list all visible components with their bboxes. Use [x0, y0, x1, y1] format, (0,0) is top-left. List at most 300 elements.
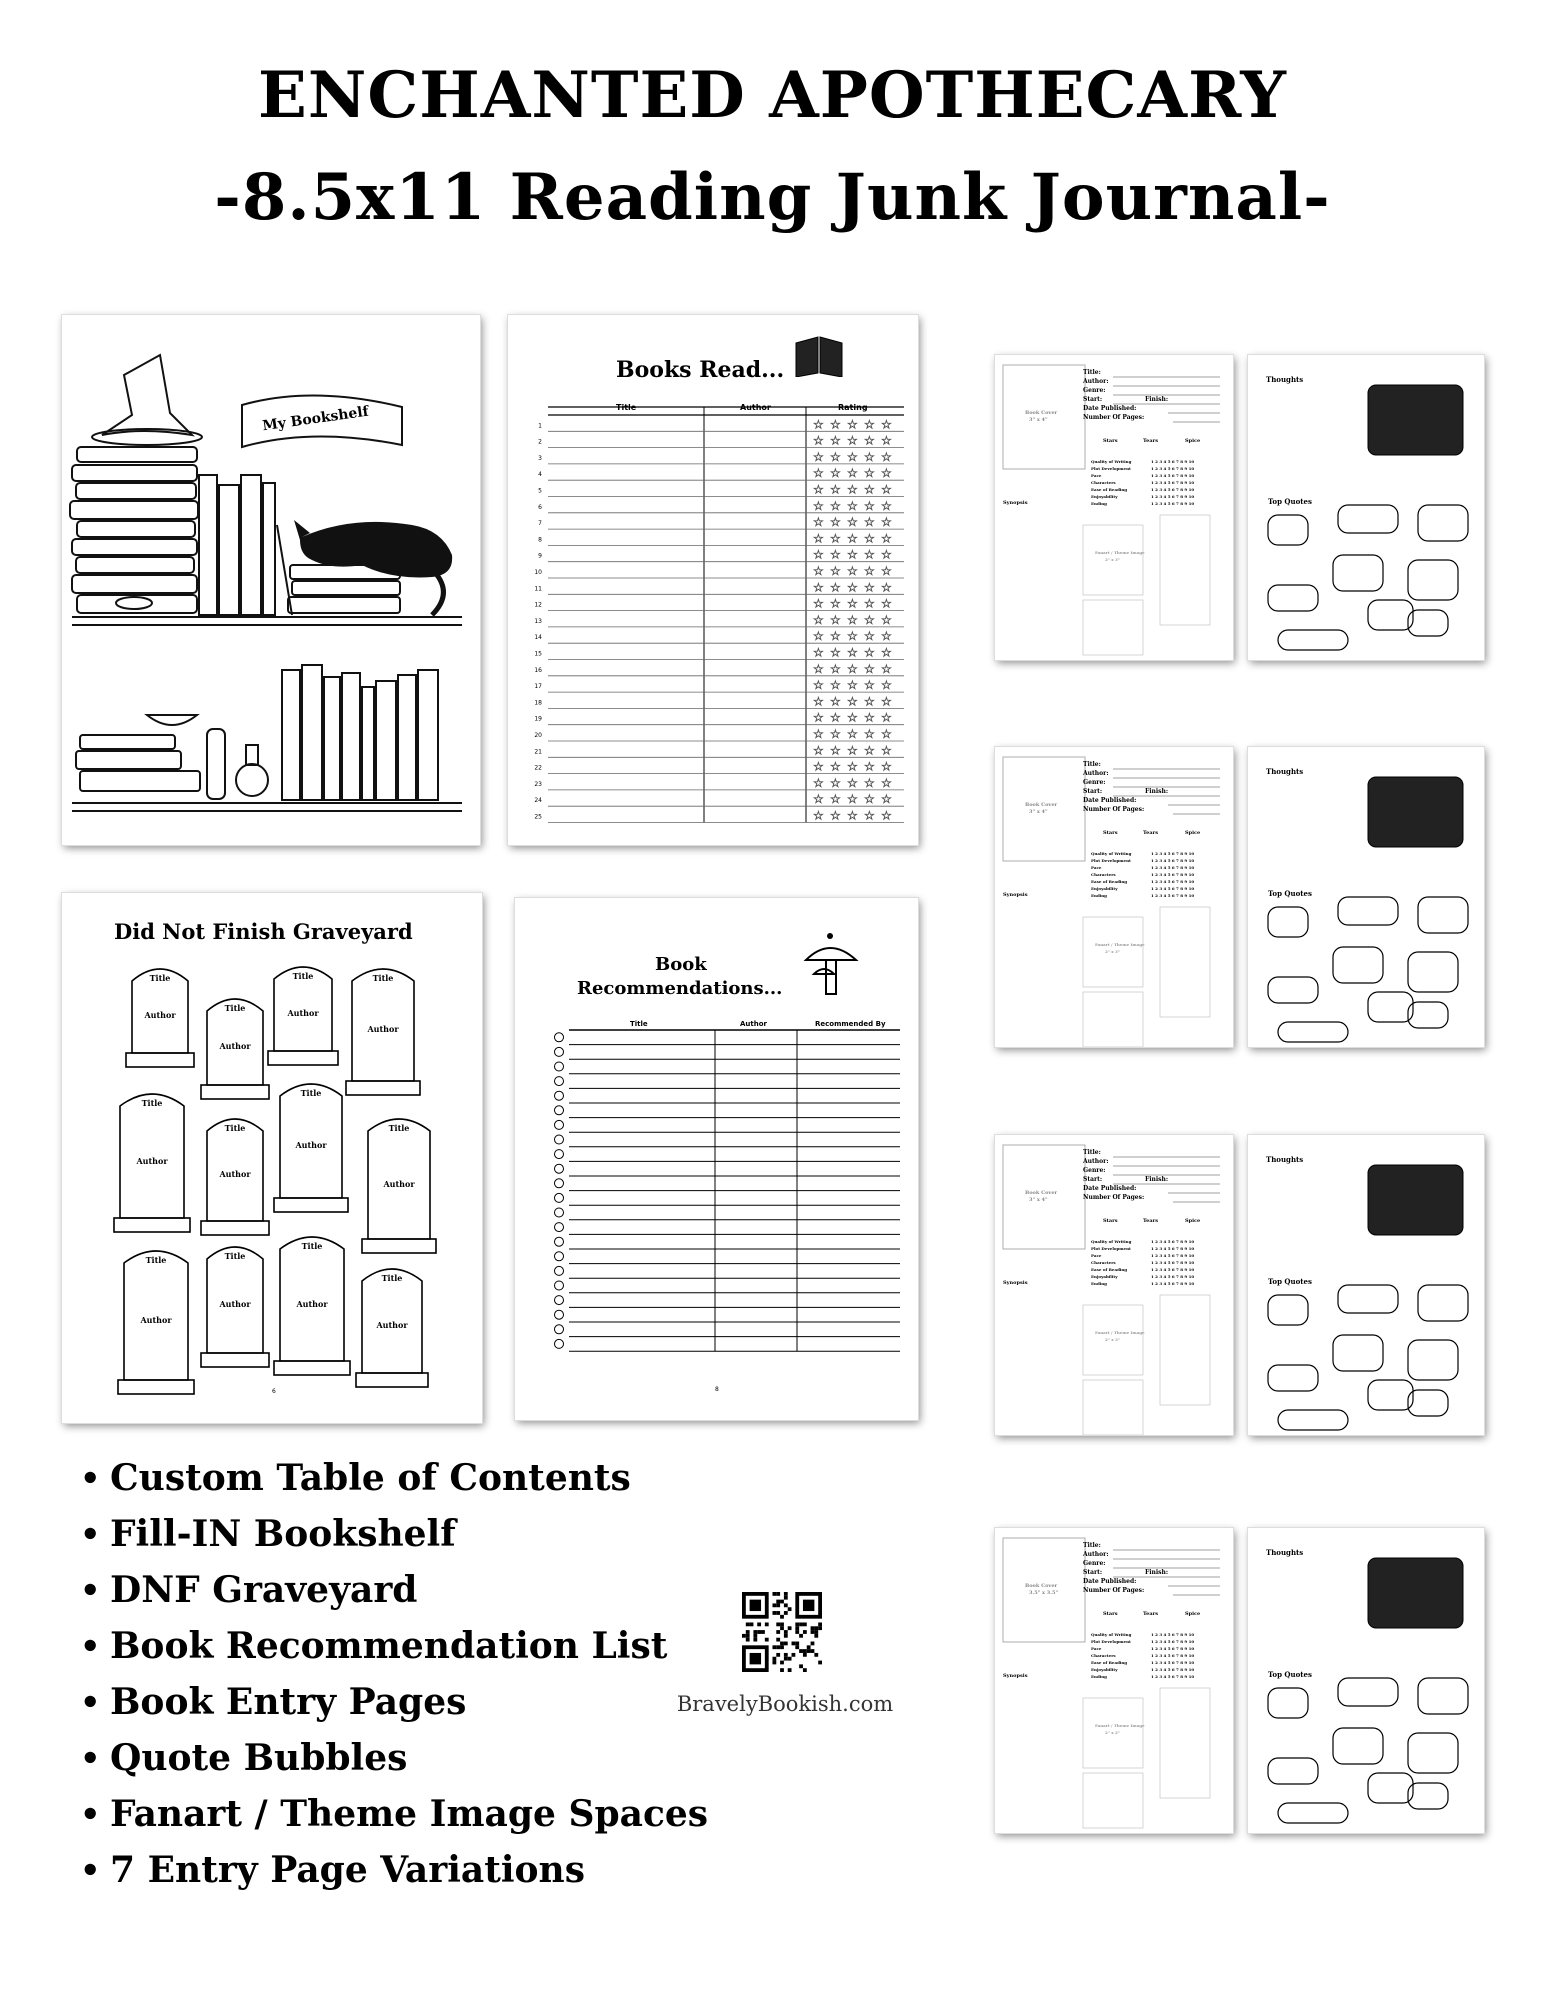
rec-page-number: 8: [715, 1386, 719, 1393]
grave-author-label: Author: [287, 1007, 319, 1018]
books-read-row-number: 23: [534, 780, 542, 788]
quality-scale: 1 2 3 4 5 6 7 8 9 10: [1151, 886, 1195, 891]
quality-scale: 1 2 3 4 5 6 7 8 9 10: [1151, 487, 1195, 492]
rating-star-icon: ☆: [881, 727, 892, 741]
recommendations-table: [515, 898, 918, 1420]
books-read-row-number: 6: [538, 503, 542, 511]
rating-star-icon: ☆: [813, 645, 824, 660]
rating-star-icon: ☆: [864, 466, 875, 481]
rec-checkbox: [555, 1120, 564, 1129]
image-space-label: Fanart / Theme Image: [1095, 1330, 1145, 1335]
books-read-row-number: 12: [534, 601, 542, 609]
rating-star-icon: ☆: [830, 661, 841, 676]
rec-checkbox: [555, 1179, 564, 1188]
rating-star-icon: ☆: [881, 792, 892, 807]
quote-bubble: [1333, 555, 1383, 591]
books-read-row-number: 24: [534, 797, 542, 805]
quality-scale: 1 2 3 4 5 6 7 8 9 10: [1151, 1267, 1195, 1272]
quote-bubble: [1268, 1365, 1318, 1391]
rec-checkbox: [555, 1135, 564, 1144]
rating-star-icon: ☆: [847, 759, 858, 774]
rating-star-icon: ☆: [847, 564, 858, 578]
books-read-row-number: 1: [538, 422, 542, 430]
entry-field-label: Start:: [1083, 396, 1103, 403]
grave-title-label: Title: [300, 1088, 322, 1098]
quality-scale: 1 2 3 4 5 6 7 8 9 10: [1151, 1281, 1195, 1286]
quality-label: Characters: [1091, 872, 1116, 877]
rec-checkbox: [555, 1223, 564, 1232]
rating-star-icon: ☆: [847, 710, 858, 725]
rating-star-icon: ☆: [864, 547, 875, 562]
thoughts-page-preview: [1248, 747, 1484, 1047]
rating-star-icon: ☆: [864, 759, 875, 774]
quote-bubble: [1268, 907, 1308, 937]
books-read-row-number: 3: [538, 454, 542, 462]
synopsis-label: Synopsis: [1003, 500, 1028, 506]
dnf-title: Did Not Finish Graveyard: [114, 919, 413, 944]
books-read-row-number: 8: [538, 536, 542, 544]
rating-star-icon: ☆: [864, 775, 875, 790]
rating-star-icon: ☆: [864, 645, 875, 660]
entry-field-label: Start:: [1083, 1569, 1103, 1576]
rating-star-icon: ☆: [847, 727, 858, 741]
rec-col-author: Author: [740, 1020, 767, 1028]
rating-star-icon: ☆: [830, 482, 841, 497]
quality-label: Plot Development: [1091, 466, 1131, 471]
image-space-label: Fanart / Theme Image: [1095, 550, 1145, 555]
image-space-size: 2" x 3": [1105, 949, 1120, 954]
books-read-row-number: 20: [534, 732, 542, 739]
book-cover-label: Book Cover: [1025, 410, 1058, 416]
entry-field-label: Genre:: [1083, 1167, 1106, 1174]
rating-star-icon: ☆: [847, 775, 858, 790]
dnf-page-number: 6: [272, 1388, 276, 1395]
rating-star-icon: ☆: [830, 727, 841, 741]
rating-star-icon: ☆: [830, 743, 841, 758]
image-space-label: Fanart / Theme Image: [1095, 942, 1145, 947]
quality-label: Ending: [1091, 501, 1107, 506]
rating-star-icon: ☆: [813, 727, 824, 741]
quality-label: Enjoyability: [1091, 1274, 1118, 1279]
rating-star-icon: ☆: [881, 759, 892, 774]
quote-bubble: [1408, 1783, 1448, 1809]
rating-star-icon: ☆: [881, 515, 892, 530]
rating-star-icon: ☆: [881, 612, 892, 627]
grave-title-label: Title: [372, 973, 394, 983]
entry-field-label: Genre:: [1083, 779, 1106, 786]
grave-author-label: Author: [295, 1140, 327, 1151]
entry-finish-label: Finish:: [1145, 1176, 1169, 1183]
books-read-row-number: 13: [534, 617, 542, 625]
rec-checkbox: [555, 1164, 564, 1173]
thoughts-label: Thoughts: [1266, 767, 1304, 776]
quality-label: Ending: [1091, 893, 1107, 898]
entry-field-label: Date Published:: [1083, 405, 1137, 412]
thoughts-label: Thoughts: [1266, 1155, 1304, 1164]
quote-bubble: [1333, 947, 1383, 983]
quote-bubble: [1408, 560, 1458, 600]
rating-star-icon: ☆: [830, 694, 841, 709]
rating-star-icon: ☆: [830, 515, 841, 530]
rating-star-icon: ☆: [847, 596, 858, 611]
stars-label: Stars: [1103, 830, 1118, 836]
books-read-row-number: 17: [534, 683, 542, 691]
quality-scale: 1 2 3 4 5 6 7 8 9 10: [1151, 1253, 1195, 1258]
quality-scale: 1 2 3 4 5 6 7 8 9 10: [1151, 1239, 1195, 1244]
quality-label: Characters: [1091, 480, 1116, 485]
rating-star-icon: ☆: [847, 629, 858, 644]
books-read-row-number: 14: [534, 634, 542, 642]
book-cover-label: Book Cover: [1025, 802, 1058, 808]
rec-checkbox: [555, 1296, 564, 1305]
rating-star-icon: ☆: [864, 596, 875, 611]
rec-checkbox: [555, 1193, 564, 1202]
features-list: [80, 1450, 708, 1898]
rating-star-icon: ☆: [813, 433, 824, 448]
quote-bubble: [1368, 600, 1413, 630]
feature-item: • Custom Table of Contents: [80, 1450, 708, 1506]
rating-star-icon: ☆: [847, 743, 858, 758]
entry-page-preview: [995, 1135, 1233, 1435]
rating-star-icon: ☆: [847, 678, 858, 693]
spice-label: Spice: [1185, 438, 1201, 444]
rating-star-icon: ☆: [847, 498, 858, 513]
bookshelf-banner: My Bookshelf: [261, 403, 370, 435]
quote-bubble: [1368, 1773, 1413, 1803]
rating-star-icon: ☆: [813, 743, 824, 758]
rating-star-icon: ☆: [813, 449, 824, 464]
rating-star-icon: ☆: [830, 547, 841, 562]
rating-star-icon: ☆: [830, 596, 841, 611]
books-read-col-author: Author: [740, 403, 771, 412]
quote-bubble: [1368, 1380, 1413, 1410]
books-read-row-number: 21: [534, 748, 542, 756]
rating-star-icon: ☆: [847, 433, 858, 448]
books-read-table: [508, 315, 918, 845]
rec-checkbox: [555, 1339, 564, 1348]
rating-star-icon: ☆: [864, 580, 875, 595]
quality-scale: 1 2 3 4 5 6 7 8 9 10: [1151, 1674, 1195, 1679]
rating-star-icon: ☆: [864, 433, 875, 448]
feature-item: • Fill-IN Bookshelf: [80, 1506, 708, 1562]
quality-scale: 1 2 3 4 5 6 7 8 9 10: [1151, 1260, 1195, 1265]
rating-star-icon: ☆: [830, 629, 841, 644]
rating-star-icon: ☆: [830, 710, 841, 725]
entry-field-label: Number Of Pages:: [1083, 414, 1145, 421]
rec-checkbox: [555, 1325, 564, 1334]
rec-checkbox: [555, 1266, 564, 1275]
rating-star-icon: ☆: [864, 498, 875, 513]
tears-label: Tears: [1143, 1611, 1159, 1617]
quality-label: Enjoyability: [1091, 1667, 1118, 1672]
entry-field-label: Title:: [1083, 761, 1101, 768]
rating-star-icon: ☆: [881, 531, 892, 546]
feature-item: • 7 Entry Page Variations: [80, 1842, 708, 1898]
rating-star-icon: ☆: [813, 678, 824, 693]
entry-page-preview: [995, 747, 1233, 1047]
rating-star-icon: ☆: [813, 808, 824, 823]
grave-author-label: Author: [144, 1009, 176, 1020]
quote-bubble: [1338, 897, 1398, 925]
quote-bubble: [1278, 630, 1348, 650]
rec-checkbox: [555, 1106, 564, 1115]
rec-checkbox: [555, 1310, 564, 1319]
rating-star-icon: ☆: [847, 515, 858, 530]
grave-author-label: Author: [140, 1315, 172, 1326]
rating-star-icon: ☆: [881, 498, 892, 513]
quality-scale: 1 2 3 4 5 6 7 8 9 10: [1151, 473, 1195, 478]
book-cover-label: Book Cover: [1025, 1190, 1058, 1196]
rating-star-icon: ☆: [847, 612, 858, 627]
rating-star-icon: ☆: [813, 710, 824, 725]
quality-scale: 1 2 3 4 5 6 7 8 9 10: [1151, 858, 1195, 863]
quote-bubble: [1418, 1678, 1468, 1714]
tears-label: Tears: [1143, 438, 1159, 444]
entry-finish-label: Finish:: [1145, 788, 1169, 795]
quality-label: Quality of Writing: [1091, 459, 1132, 464]
quality-label: Pace: [1091, 865, 1102, 870]
grave-author-label: Author: [219, 1169, 251, 1180]
quote-bubble: [1278, 1803, 1348, 1823]
entry-field-label: Number Of Pages:: [1083, 1587, 1145, 1594]
quality-scale: 1 2 3 4 5 6 7 8 9 10: [1151, 865, 1195, 870]
quote-bubble: [1338, 1678, 1398, 1706]
grave-title-label: Title: [224, 1251, 246, 1261]
quality-label: Ending: [1091, 1281, 1107, 1286]
rating-star-icon: ☆: [864, 482, 875, 497]
rating-star-icon: ☆: [847, 531, 858, 546]
books-read-row-number: 2: [538, 438, 542, 446]
rating-star-icon: ☆: [847, 645, 858, 660]
rating-star-icon: ☆: [864, 629, 875, 644]
quality-scale: 1 2 3 4 5 6 7 8 9 10: [1151, 1653, 1195, 1658]
quote-bubble: [1418, 505, 1468, 541]
quality-label: Quality of Writing: [1091, 851, 1132, 856]
quality-scale: 1 2 3 4 5 6 7 8 9 10: [1151, 1639, 1195, 1644]
rating-star-icon: ☆: [881, 678, 892, 693]
grave-title-label: Title: [145, 1255, 167, 1265]
rating-star-icon: ☆: [830, 808, 841, 823]
entry-field-label: Genre:: [1083, 387, 1106, 394]
stars-label: Stars: [1103, 1218, 1118, 1224]
stars-label: Stars: [1103, 438, 1118, 444]
rating-star-icon: ☆: [881, 775, 892, 790]
book-cover-size: 3" x 4": [1029, 1197, 1048, 1203]
quality-scale: 1 2 3 4 5 6 7 8 9 10: [1151, 480, 1195, 485]
quote-bubble: [1408, 610, 1448, 636]
quote-bubble: [1268, 1688, 1308, 1718]
rating-star-icon: ☆: [830, 645, 841, 660]
rec-checkbox: [555, 1150, 564, 1159]
qr-code-icon: [742, 1592, 822, 1672]
rating-star-icon: ☆: [881, 466, 892, 481]
rec-checkbox: [555, 1077, 564, 1086]
entry-field-label: Start:: [1083, 788, 1103, 795]
rating-star-icon: ☆: [847, 547, 858, 562]
books-read-row-number: 16: [534, 666, 542, 674]
synopsis-label: Synopsis: [1003, 892, 1028, 898]
rec-title-line1: Book: [655, 954, 707, 975]
entry-field-label: Date Published:: [1083, 1578, 1137, 1585]
quality-scale: 1 2 3 4 5 6 7 8 9 10: [1151, 893, 1195, 898]
rating-star-icon: ☆: [881, 564, 892, 578]
rec-checkbox: [555, 1252, 564, 1261]
rating-star-icon: ☆: [830, 531, 841, 546]
rating-star-icon: ☆: [847, 661, 858, 676]
rating-star-icon: ☆: [864, 661, 875, 676]
rating-star-icon: ☆: [813, 629, 824, 644]
rating-star-icon: ☆: [847, 466, 858, 481]
rating-star-icon: ☆: [830, 775, 841, 790]
feature-item: • Fanart / Theme Image Spaces: [80, 1786, 708, 1842]
rating-star-icon: ☆: [864, 727, 875, 741]
rating-star-icon: ☆: [881, 661, 892, 676]
quality-scale: 1 2 3 4 5 6 7 8 9 10: [1151, 494, 1195, 499]
quote-bubble: [1278, 1022, 1348, 1042]
entry-field-label: Date Published:: [1083, 1185, 1137, 1192]
grave-title-label: Title: [301, 1241, 323, 1251]
tears-label: Tears: [1143, 830, 1159, 836]
rating-star-icon: ☆: [847, 482, 858, 497]
rating-star-icon: ☆: [864, 808, 875, 823]
rating-star-icon: ☆: [813, 775, 824, 790]
entry-page-preview: [995, 1528, 1233, 1833]
quote-bubble: [1408, 952, 1458, 992]
thoughts-page-preview: [1248, 355, 1484, 660]
rating-star-icon: ☆: [830, 498, 841, 513]
quality-scale: 1 2 3 4 5 6 7 8 9 10: [1151, 1274, 1195, 1279]
rating-star-icon: ☆: [847, 580, 858, 595]
book-cover-size: 3" x 4": [1029, 809, 1048, 815]
rating-star-icon: ☆: [813, 661, 824, 676]
rating-star-icon: ☆: [813, 531, 824, 546]
rating-star-icon: ☆: [881, 482, 892, 497]
quote-bubble: [1408, 1733, 1458, 1773]
grave-title-label: Title: [224, 1003, 246, 1013]
books-read-row-number: 18: [534, 699, 542, 707]
entry-field-label: Start:: [1083, 1176, 1103, 1183]
books-read-row-number: 7: [538, 520, 542, 528]
quality-label: Characters: [1091, 1653, 1116, 1658]
rating-star-icon: ☆: [813, 498, 824, 513]
grave-author-label: Author: [383, 1178, 415, 1189]
book-cover-label: Book Cover: [1025, 1583, 1058, 1589]
rating-star-icon: ☆: [847, 808, 858, 823]
quality-label: Enjoyability: [1091, 494, 1118, 499]
rating-star-icon: ☆: [864, 710, 875, 725]
bookshelf-illustration: [62, 315, 480, 845]
rating-star-icon: ☆: [830, 466, 841, 481]
quote-bubble: [1333, 1728, 1383, 1764]
rec-checkbox: [555, 1237, 564, 1246]
quote-bubble: [1408, 1390, 1448, 1416]
dnf-graveyard-page-preview: [62, 893, 482, 1423]
quote-bubble: [1408, 1340, 1458, 1380]
entry-field-label: Author:: [1083, 1551, 1109, 1558]
entry-finish-label: Finish:: [1145, 1569, 1169, 1576]
bookshelf-page-preview: [62, 315, 480, 845]
top-quotes-label: Top Quotes: [1268, 889, 1312, 898]
rating-star-icon: ☆: [881, 417, 892, 432]
rating-star-icon: ☆: [813, 482, 824, 497]
quality-scale: 1 2 3 4 5 6 7 8 9 10: [1151, 501, 1195, 506]
rating-star-icon: ☆: [847, 792, 858, 807]
top-quotes-label: Top Quotes: [1268, 1670, 1312, 1679]
rating-star-icon: ☆: [881, 433, 892, 448]
grave-title-label: Title: [381, 1273, 403, 1283]
rating-star-icon: ☆: [830, 612, 841, 627]
rating-star-icon: ☆: [830, 759, 841, 774]
rating-star-icon: ☆: [813, 466, 824, 481]
grave-author-label: Author: [136, 1155, 168, 1166]
rating-star-icon: ☆: [881, 449, 892, 464]
books-read-row-number: 9: [538, 552, 542, 560]
quality-scale: 1 2 3 4 5 6 7 8 9 10: [1151, 1660, 1195, 1665]
rating-star-icon: ☆: [813, 580, 824, 595]
quote-bubble: [1418, 897, 1468, 933]
quality-scale: 1 2 3 4 5 6 7 8 9 10: [1151, 879, 1195, 884]
rating-star-icon: ☆: [881, 580, 892, 595]
rating-star-icon: ☆: [813, 612, 824, 627]
quality-scale: 1 2 3 4 5 6 7 8 9 10: [1151, 851, 1195, 856]
rating-star-icon: ☆: [830, 433, 841, 448]
rating-star-icon: ☆: [847, 449, 858, 464]
rec-col-title: Title: [630, 1020, 648, 1028]
quality-scale: 1 2 3 4 5 6 7 8 9 10: [1151, 1667, 1195, 1672]
entry-field-label: Author:: [1083, 1158, 1109, 1165]
rec-checkbox: [555, 1033, 564, 1042]
feature-item: • Quote Bubbles: [80, 1730, 708, 1786]
rating-star-icon: ☆: [813, 515, 824, 530]
rating-star-icon: ☆: [830, 449, 841, 464]
rating-star-icon: ☆: [813, 417, 824, 432]
quality-scale: 1 2 3 4 5 6 7 8 9 10: [1151, 459, 1195, 464]
entry-field-label: Number Of Pages:: [1083, 1194, 1145, 1201]
rating-star-icon: ☆: [813, 547, 824, 562]
image-space-size: 2" x 3": [1105, 1337, 1120, 1342]
entry-field-label: Genre:: [1083, 1560, 1106, 1567]
books-read-row-number: 22: [534, 764, 542, 772]
rec-checkbox: [555, 1091, 564, 1100]
rec-title-line2: Recommendations...: [577, 978, 783, 999]
rating-star-icon: ☆: [830, 678, 841, 693]
rating-star-icon: ☆: [881, 629, 892, 644]
rating-star-icon: ☆: [830, 580, 841, 595]
grave-title-label: Title: [224, 1123, 246, 1133]
books-read-col-rating: Rating: [838, 403, 868, 412]
image-space-size: 2" x 3": [1105, 557, 1120, 562]
quality-scale: 1 2 3 4 5 6 7 8 9 10: [1151, 1246, 1195, 1251]
rec-col-recommended-by: Recommended By: [815, 1020, 886, 1028]
thoughts-page-preview: [1248, 1135, 1484, 1435]
quality-label: Ease of Reading: [1091, 1660, 1128, 1665]
entry-field-label: Author:: [1083, 770, 1109, 777]
books-read-row-number: 10: [534, 569, 542, 576]
quality-label: Enjoyability: [1091, 886, 1118, 891]
rating-star-icon: ☆: [864, 612, 875, 627]
books-read-row-number: 19: [534, 715, 542, 723]
grave-author-label: Author: [219, 1040, 251, 1051]
rating-star-icon: ☆: [847, 417, 858, 432]
books-read-row-number: 15: [534, 650, 542, 658]
rating-star-icon: ☆: [813, 596, 824, 611]
website-url[interactable]: BravelyBookish.com: [676, 1692, 894, 1716]
grave-author-label: Author: [296, 1298, 328, 1309]
quality-label: Pace: [1091, 1646, 1102, 1651]
quote-bubble: [1338, 1285, 1398, 1313]
rating-star-icon: ☆: [864, 515, 875, 530]
image-space-size: 2" x 2": [1105, 1730, 1120, 1735]
